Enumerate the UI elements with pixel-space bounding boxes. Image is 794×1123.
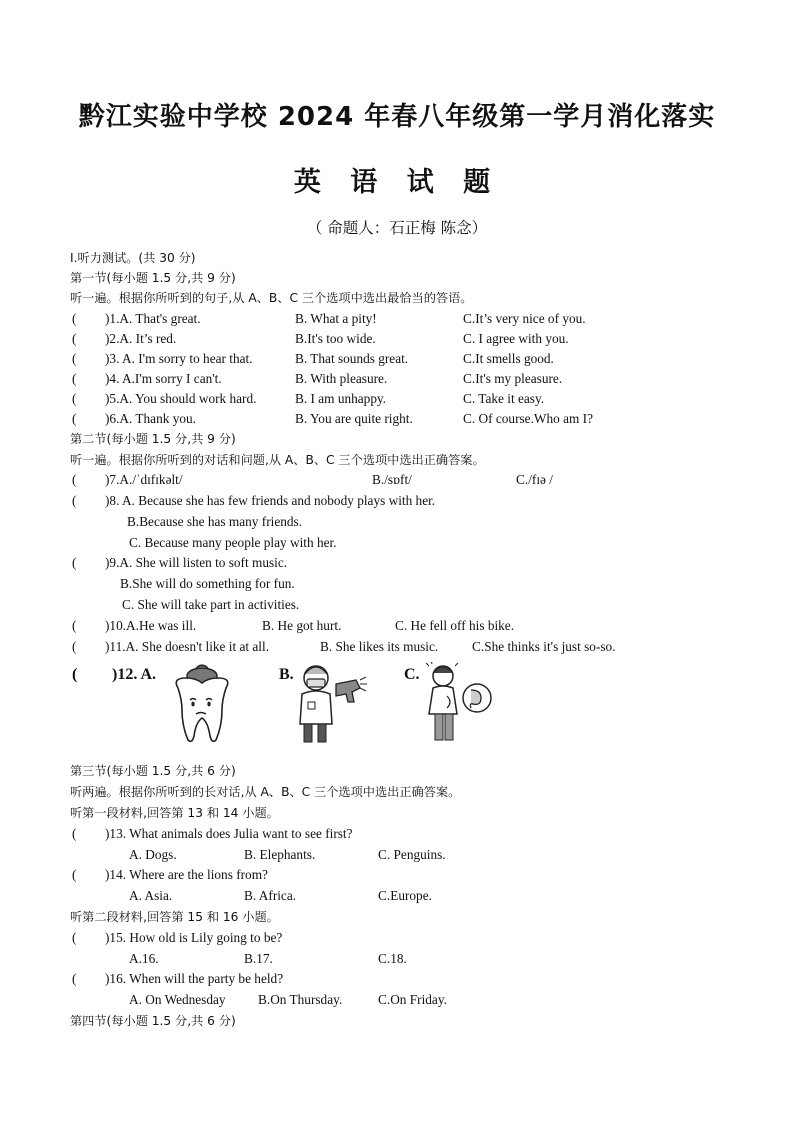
q14-option-a: A. Asia. [129, 888, 173, 903]
q2-option-b: B.It's too wide. [295, 331, 376, 346]
q7-option-a: )7.A./ˈdɪfɪkəlt/ [105, 472, 183, 487]
q4-option-c: C.It's my pleasure. [463, 371, 563, 386]
answer-paren: ( [72, 666, 78, 683]
q3-option-b: B. That sounds great. [295, 351, 409, 366]
q9-option-b: B.She will do something for fun. [120, 576, 295, 591]
answer-paren: ( [72, 618, 77, 633]
q15-option-c: C.18. [378, 951, 407, 966]
q14-question: )14. Where are the lions from? [105, 867, 268, 882]
answer-paren: ( [72, 472, 77, 487]
q12-number: )12. A. [112, 666, 156, 683]
q3-option-a: )3. A. I'm sorry to hear that. [105, 351, 253, 366]
q1-option-b: B. What a pity! [295, 311, 377, 326]
q13-option-a: A. Dogs. [129, 847, 177, 862]
q5-option-a: )5.A. You should work hard. [105, 391, 257, 406]
answer-paren: ( [72, 351, 77, 366]
q15-question: )15. How old is Lily going to be? [105, 930, 283, 945]
answer-paren: ( [72, 555, 77, 570]
q6-option-b: B. You are quite right. [295, 411, 413, 426]
q14-option-b: B. Africa. [244, 888, 297, 903]
school-title: 黔江实验中学校 2024 年春八年级第一学月消化落实 [78, 102, 716, 132]
q4-option-b: B. With pleasure. [295, 371, 388, 386]
q16-option-c: C.On Friday. [378, 992, 447, 1007]
q13-option-b: B. Elephants. [244, 847, 316, 862]
section2-heading: 第二节(每小题 1.5 分,共 9 分) [70, 432, 236, 446]
sad-tooth-icon [168, 662, 232, 746]
q8-option-a: )8. A. Because she has few friends and nobody plays with her. [105, 493, 436, 508]
q2-option-c: C. I agree with you. [463, 331, 569, 346]
q11-option-a: )11.A. She doesn't like it at all. [105, 639, 270, 654]
section1-heading: 第一节(每小题 1.5 分,共 9 分) [70, 271, 236, 285]
stomachache-icon [423, 662, 495, 744]
q13-option-c: C. Penguins. [378, 847, 446, 862]
q10-option-a: )10.A.He was ill. [105, 618, 197, 633]
answer-paren: ( [72, 371, 77, 386]
section2-instruction: 听一遍。根据你所听到的对话和问题,从 A、B、C 三个选项中选出正确答案。 [70, 453, 485, 467]
section3-heading: 第三节(每小题 1.5 分,共 6 分) [70, 764, 236, 778]
answer-paren: ( [72, 971, 77, 986]
q2-option-a: )2.A. It’s red. [105, 331, 177, 346]
answer-paren: ( [72, 331, 77, 346]
answer-paren: ( [72, 867, 77, 882]
section3-instruction: 听两遍。根据你所听到的长对话,从 A、B、C 三个选项中选出正确答案。 [70, 785, 461, 799]
q7-option-c: C./fɪə / [516, 472, 553, 487]
temperature-check-icon [296, 662, 374, 744]
q15-option-b: B.17. [244, 951, 273, 966]
q1-option-a: )1.A. That's great. [105, 311, 201, 326]
q8-option-c: C. Because many people play with her. [129, 535, 337, 550]
q15-option-a: A.16. [129, 951, 159, 966]
q10-option-c: C. He fell off his bike. [395, 618, 515, 633]
q6-option-a: )6.A. Thank you. [105, 411, 196, 426]
authors-line: （ 命题人：石正梅 陈念） [306, 219, 488, 237]
q8-option-b: B.Because she has many friends. [127, 514, 303, 529]
section1-instruction: 听一遍。根据你所听到的句子,从 A、B、C 三个选项中选出最恰当的答语。 [70, 291, 473, 305]
answer-paren: ( [72, 639, 77, 654]
section3-passage2-note: 听第二段材料,回答第 15 和 16 小题。 [70, 910, 279, 924]
q10-option-b: B. He got hurt. [262, 618, 342, 633]
q9-option-a: )9.A. She will listen to soft music. [105, 555, 288, 570]
q7-option-b: B./sɒft/ [372, 472, 412, 487]
q13-question: )13. What animals does Julia want to see first? [105, 826, 353, 841]
part1-heading: I.听力测试。(共 30 分) [70, 251, 196, 265]
q16-option-b: B.On Thursday. [258, 992, 343, 1007]
q11-option-c: C.She thinks it's just so-so. [472, 639, 616, 654]
answer-paren: ( [72, 411, 77, 426]
answer-paren: ( [72, 826, 77, 841]
answer-paren: ( [72, 493, 77, 508]
q5-option-b: B. I am unhappy. [295, 391, 387, 406]
q6-option-c: C. Of course.Who am I? [463, 411, 593, 426]
q12-option-b-label: B. [279, 666, 294, 683]
q9-option-c: C. She will take part in activities. [122, 597, 300, 612]
q11-option-b: B. She likes its music. [320, 639, 439, 654]
q3-option-c: C.It smells good. [463, 351, 554, 366]
q16-option-a: A. On Wednesday [129, 992, 226, 1007]
answer-paren: ( [72, 311, 77, 326]
q1-option-c: C.It’s very nice of you. [463, 311, 586, 326]
answer-paren: ( [72, 391, 77, 406]
q4-option-a: )4. A.I'm sorry I can't. [105, 371, 222, 386]
answer-paren: ( [72, 930, 77, 945]
q12-option-c-label: C. [404, 666, 420, 683]
section4-heading: 第四节(每小题 1.5 分,共 6 分) [70, 1014, 236, 1028]
q14-option-c: C.Europe. [378, 888, 432, 903]
section3-passage1-note: 听第一段材料,回答第 13 和 14 小题。 [70, 806, 279, 820]
q16-question: )16. When will the party be held? [105, 971, 284, 986]
subject-title: 英 语 试 题 [293, 167, 501, 198]
q5-option-c: C. Take it easy. [463, 391, 545, 406]
